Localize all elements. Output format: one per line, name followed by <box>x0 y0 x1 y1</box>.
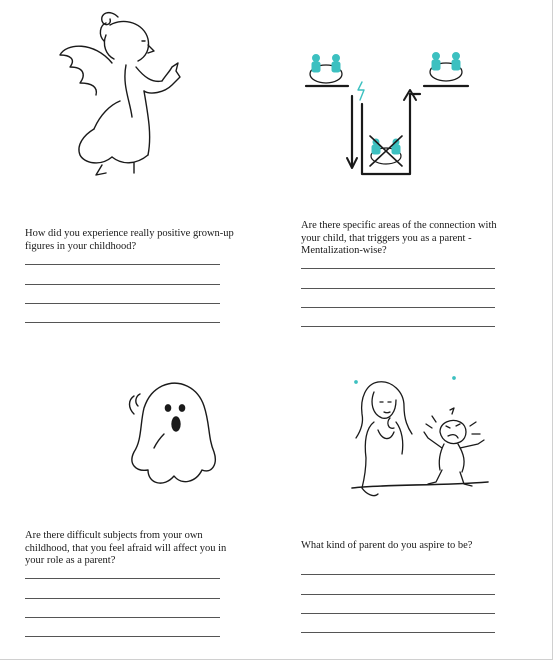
question-text: Are there difficult subjects from your own childhood, that you feel afraid will affect you in your role as a parent? <box>25 530 227 566</box>
answer-line[interactable] <box>25 617 220 618</box>
answer-line[interactable] <box>25 636 220 637</box>
question-text: How did you experience really positive grown-up figures in your childhood? <box>25 228 234 252</box>
question-text: Are there specific areas of the connection with your child, that triggers you as a parent - Mentalization-wise? <box>301 220 497 256</box>
answer-line[interactable] <box>301 613 495 614</box>
answer-line[interactable] <box>25 303 220 304</box>
answer-line[interactable] <box>25 322 220 323</box>
question-text: What kind of parent do you aspire to be? <box>301 540 473 551</box>
answer-line[interactable] <box>25 578 220 579</box>
ghost-icon <box>118 378 228 498</box>
answer-line[interactable] <box>301 268 495 269</box>
angel-icon <box>40 5 200 190</box>
trigger-diagram-icon <box>300 48 480 183</box>
answer-line[interactable] <box>301 632 495 633</box>
parent-child-icon <box>348 370 498 505</box>
answer-line[interactable] <box>301 326 495 327</box>
answer-line[interactable] <box>25 284 220 285</box>
answer-line[interactable] <box>301 594 495 595</box>
answer-line[interactable] <box>301 307 495 308</box>
answer-line[interactable] <box>25 264 220 265</box>
answer-line[interactable] <box>25 598 220 599</box>
answer-line[interactable] <box>301 288 495 289</box>
answer-line[interactable] <box>301 574 495 575</box>
